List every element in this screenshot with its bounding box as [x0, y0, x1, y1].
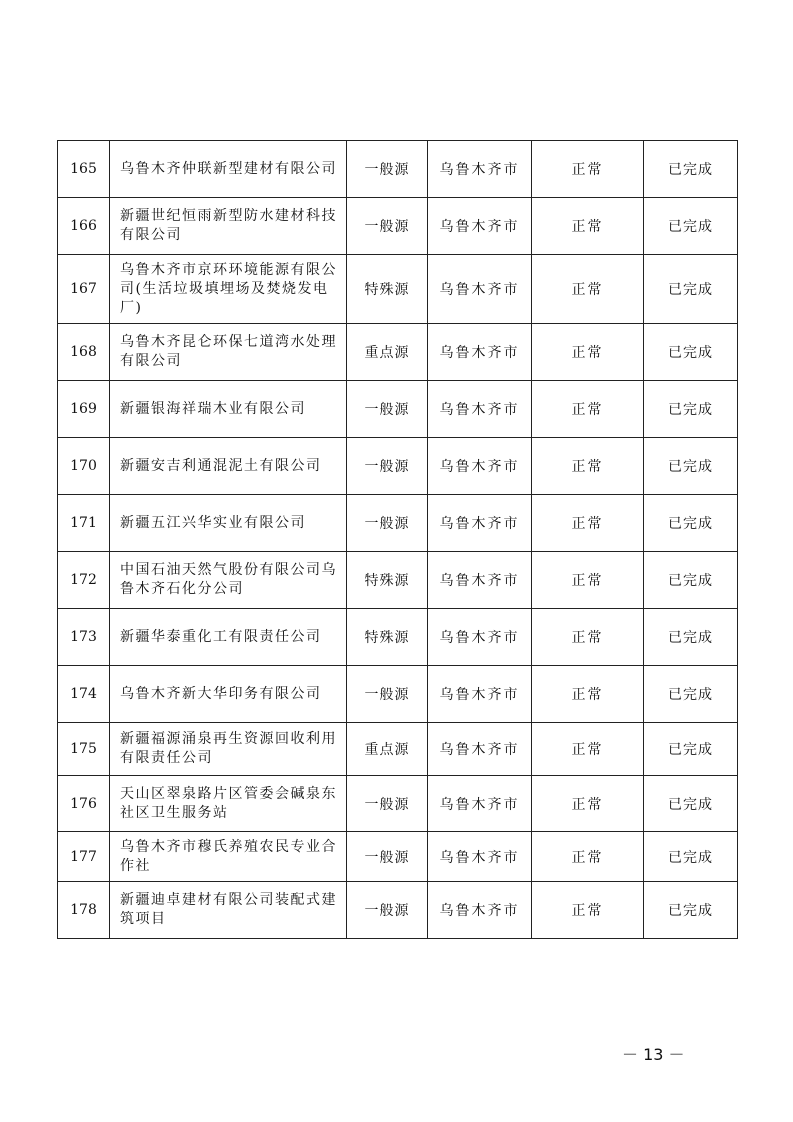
row-number: 171 [58, 495, 110, 552]
table-row [58, 381, 738, 438]
completion-status: 已完成 [644, 832, 738, 882]
table-row [58, 882, 738, 939]
operation-status: 正常 [532, 141, 644, 198]
source-type: 一般源 [347, 495, 428, 552]
operation-status: 正常 [532, 723, 644, 776]
region: 乌鲁木齐市 [428, 552, 532, 609]
operation-status: 正常 [532, 609, 644, 666]
source-type: 特殊源 [347, 609, 428, 666]
source-type: 一般源 [347, 882, 428, 939]
operation-status: 正常 [532, 324, 644, 381]
region: 乌鲁木齐市 [428, 324, 532, 381]
table-row [58, 141, 738, 198]
row-number: 166 [58, 198, 110, 255]
row-number: 170 [58, 438, 110, 495]
region: 乌鲁木齐市 [428, 666, 532, 723]
region: 乌鲁木齐市 [428, 723, 532, 776]
row-number: 178 [58, 882, 110, 939]
region: 乌鲁木齐市 [428, 882, 532, 939]
operation-status: 正常 [532, 438, 644, 495]
completion-status: 已完成 [644, 882, 738, 939]
operation-status: 正常 [532, 832, 644, 882]
page-number: － 13 － [622, 1045, 685, 1064]
region: 乌鲁木齐市 [428, 255, 532, 324]
region: 乌鲁木齐市 [428, 776, 532, 832]
table-row [58, 776, 738, 832]
row-number: 165 [58, 141, 110, 198]
row-number: 172 [58, 552, 110, 609]
operation-status: 正常 [532, 255, 644, 324]
company-name: 乌鲁木齐昆仑环保七道湾水处理有限公司 [110, 324, 347, 381]
completion-status: 已完成 [644, 255, 738, 324]
table-row [58, 723, 738, 776]
operation-status: 正常 [532, 776, 644, 832]
company-name: 乌鲁木齐新大华印务有限公司 [110, 666, 347, 723]
company-name: 乌鲁木齐仲联新型建材有限公司 [110, 141, 347, 198]
table-row [58, 495, 738, 552]
company-name: 中国石油天然气股份有限公司乌鲁木齐石化分公司 [110, 552, 347, 609]
source-type: 一般源 [347, 666, 428, 723]
source-type: 一般源 [347, 381, 428, 438]
source-type: 重点源 [347, 723, 428, 776]
operation-status: 正常 [532, 666, 644, 723]
completion-status: 已完成 [644, 198, 738, 255]
table-row [58, 198, 738, 255]
source-type: 一般源 [347, 438, 428, 495]
company-name: 乌鲁木齐市穆氏养殖农民专业合作社 [110, 832, 347, 882]
region: 乌鲁木齐市 [428, 438, 532, 495]
region: 乌鲁木齐市 [428, 198, 532, 255]
row-number: 168 [58, 324, 110, 381]
completion-status: 已完成 [644, 666, 738, 723]
completion-status: 已完成 [644, 776, 738, 832]
row-number: 175 [58, 723, 110, 776]
completion-status: 已完成 [644, 552, 738, 609]
row-number: 169 [58, 381, 110, 438]
table-row [58, 324, 738, 381]
data-table [57, 140, 737, 939]
company-name: 新疆迪卓建材有限公司装配式建筑项目 [110, 882, 347, 939]
operation-status: 正常 [532, 495, 644, 552]
operation-status: 正常 [532, 198, 644, 255]
completion-status: 已完成 [644, 381, 738, 438]
region: 乌鲁木齐市 [428, 141, 532, 198]
row-number: 177 [58, 832, 110, 882]
source-type: 重点源 [347, 324, 428, 381]
operation-status: 正常 [532, 381, 644, 438]
operation-status: 正常 [532, 552, 644, 609]
company-name: 新疆安吉利通混泥土有限公司 [110, 438, 347, 495]
company-name: 新疆华泰重化工有限责任公司 [110, 609, 347, 666]
company-name: 新疆五江兴华实业有限公司 [110, 495, 347, 552]
source-type: 一般源 [347, 832, 428, 882]
region: 乌鲁木齐市 [428, 381, 532, 438]
completion-status: 已完成 [644, 723, 738, 776]
operation-status: 正常 [532, 882, 644, 939]
company-name: 新疆福源涌泉再生资源回收利用有限责任公司 [110, 723, 347, 776]
completion-status: 已完成 [644, 324, 738, 381]
region: 乌鲁木齐市 [428, 495, 532, 552]
completion-status: 已完成 [644, 495, 738, 552]
completion-status: 已完成 [644, 141, 738, 198]
row-number: 173 [58, 609, 110, 666]
table-row [58, 832, 738, 882]
table-row [58, 255, 738, 324]
region: 乌鲁木齐市 [428, 609, 532, 666]
table-row [58, 666, 738, 723]
table-row [58, 552, 738, 609]
completion-status: 已完成 [644, 438, 738, 495]
table-row [58, 609, 738, 666]
table-row [58, 438, 738, 495]
source-type: 一般源 [347, 141, 428, 198]
completion-status: 已完成 [644, 609, 738, 666]
source-type: 特殊源 [347, 552, 428, 609]
source-type: 特殊源 [347, 255, 428, 324]
company-name: 新疆世纪恒雨新型防水建材科技有限公司 [110, 198, 347, 255]
row-number: 176 [58, 776, 110, 832]
company-name: 新疆银海祥瑞木业有限公司 [110, 381, 347, 438]
company-name: 天山区翠泉路片区管委会碱泉东社区卫生服务站 [110, 776, 347, 832]
region: 乌鲁木齐市 [428, 832, 532, 882]
company-name: 乌鲁木齐市京环环境能源有限公司(生活垃圾填埋场及焚烧发电厂) [110, 255, 347, 324]
source-type: 一般源 [347, 198, 428, 255]
row-number: 167 [58, 255, 110, 324]
row-number: 174 [58, 666, 110, 723]
source-type: 一般源 [347, 776, 428, 832]
